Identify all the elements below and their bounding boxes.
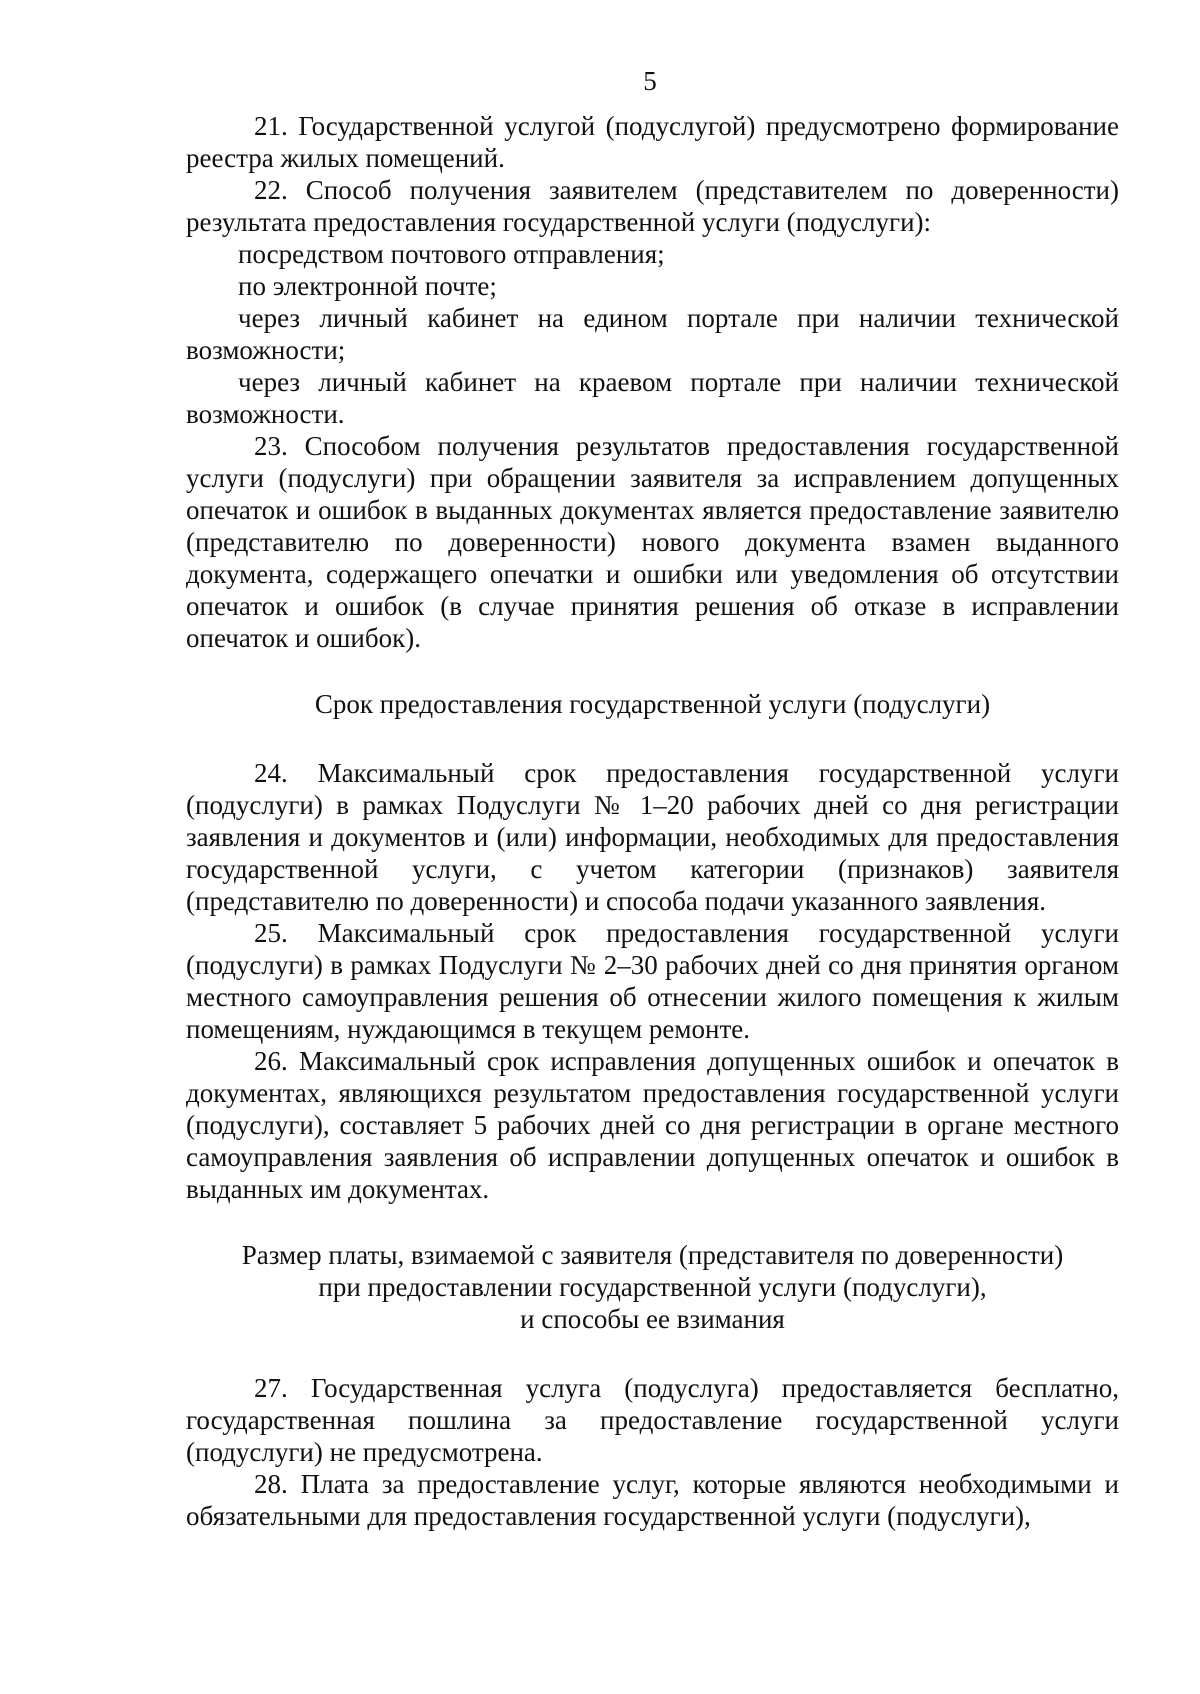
paragraph-28: 28. Плата за предоставление услуг, которые являются необходимыми и обязательными для предоставления государственной услуги (подуслуги),: [186, 1469, 1119, 1531]
document-body: [186, 110, 1119, 1532]
paragraph-21: 21. Государственной услугой (подуслугой) предусмотрено формирование реестра жилых помещений.: [186, 111, 1119, 173]
section-heading-fee-line: при предоставлении государственной услуги (подуслуги),: [318, 1272, 987, 1302]
section-heading-fee-line: и способы ее взимания: [520, 1304, 785, 1334]
paragraph-24: 24. Максимальный срок предоставления государственной услуги (подуслуги) в рамках Подуслуги № 1–20 рабочих дней со дня регистрации заявления и документов и (или) информации, необходимых для предоставления государственной услуги, с учетом категории (признаков) заявителя (представителю по доверенности) и способа подачи указанного заявления.: [186, 758, 1119, 916]
paragraph-22-item: посредством почтового отправления;: [238, 239, 665, 269]
paragraph-26: 26. Максимальный срок исправления допущенных ошибок и опечаток в документах, являющихся результатом предоставления государственной услуги (подуслуги), составляет 5 рабочих дней со дня регистрации в органе местного самоуправления заявления об исправлении допущенных опечаток и ошибок в выданных им документах.: [186, 1046, 1119, 1204]
paragraph-23: 23. Способом получения результатов предоставления государственной услуги (подуслуги) при обращении заявителя за исправлением допущенных опечаток и ошибок в выданных документах является предоставление заявителю (представителю по доверенности) нового документа взамен выданного документа, содержащего опечатки и ошибки или уведомления об отсутствии опечаток и ошибок (в случае принятия решения об отказе в исправлении опечаток и ошибок).: [186, 431, 1119, 653]
paragraph-22-item: по электронной почте;: [238, 271, 497, 301]
section-heading-fee: [186, 1239, 1119, 1335]
section-heading-term: Срок предоставления государственной услуги (подуслуги): [314, 689, 991, 719]
paragraph-22-item: через личный кабинет на краевом портале при наличии технической возможности.: [186, 367, 1119, 429]
section-heading-fee-line: Размер платы, взимаемой с заявителя (представителя по доверенности): [241, 1240, 1064, 1270]
page-number: 5: [643, 66, 657, 96]
paragraph-25: 25. Максимальный срок предоставления государственной услуги (подуслуги) в рамках Подуслуги № 2–30 рабочих дней со дня принятия органом местного самоуправления решения об отнесении жилого помещения к жилым помещениям, нуждающимся в текущем ремонте.: [186, 918, 1119, 1044]
paragraph-22-item: через личный кабинет на едином портале при наличии технической возможности;: [186, 303, 1119, 365]
paragraph-22: 22. Способ получения заявителем (представителем по доверенности) результата предоставления государственной услуги (подуслуги):: [186, 175, 1119, 237]
paragraph-27: 27. Государственная услуга (подуслуга) предоставляется бесплатно, государственная пошлина за предоставление государственной услуги (подуслуги) не предусмотрена.: [186, 1373, 1119, 1467]
